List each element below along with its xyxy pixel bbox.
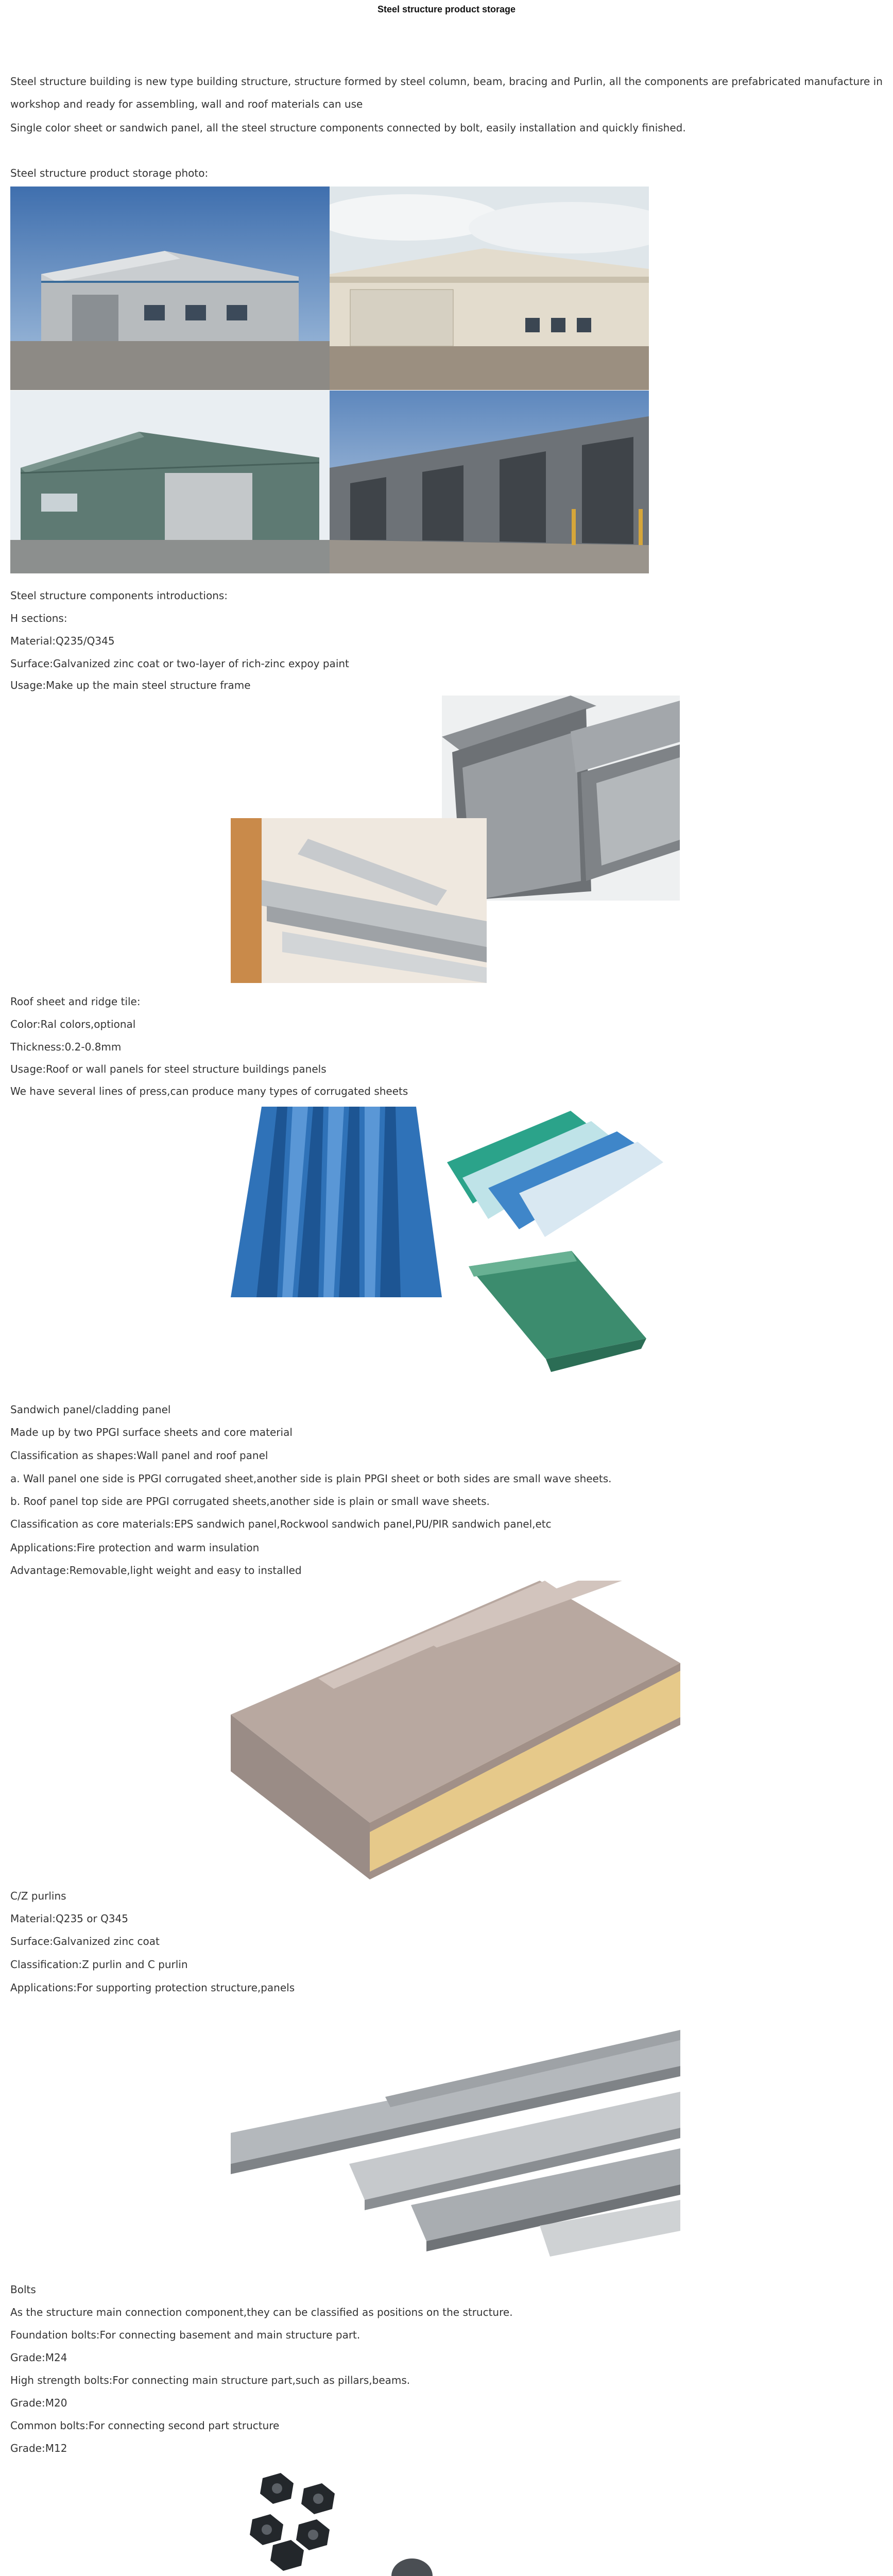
corrugated-sheet-blue — [231, 1101, 442, 1302]
intro-line-2: workshop and ready for assembling, wall and roof materials can use — [10, 98, 363, 110]
sandwich-class-shapes: Classification as shapes:Wall panel and roof panel — [10, 1449, 268, 1462]
components-heading: Steel structure components introductions: — [10, 589, 228, 602]
h-beam-photo-2 — [231, 818, 487, 983]
bolts-grade-1: Grade:M24 — [10, 2351, 67, 2364]
storage-photo-2 — [330, 187, 649, 390]
sandwich-applications: Applications:Fire protection and warm insulation — [10, 1541, 260, 1554]
storage-photo-4 — [330, 391, 649, 573]
storage-photo-3 — [10, 391, 330, 573]
sandwich-panel-photo — [231, 1581, 680, 1879]
purlins-photo — [231, 2009, 680, 2277]
ridge-tile-photo — [469, 1241, 646, 1375]
purlins-applications: Applications:For supporting protection structure,panels — [10, 1981, 295, 1994]
purlins-heading: C/Z purlins — [10, 1890, 66, 1902]
sandwich-advantage: Advantage:Removable,light weight and easy to installed — [10, 1564, 302, 1577]
roof-sheet-color: Color:Ral colors,optional — [10, 1018, 136, 1030]
bolts-heading: Bolts — [10, 2283, 36, 2296]
bolts-desc: As the structure main connection component,they can be classified as positions on the structure. — [10, 2306, 513, 2318]
bolts-foundation: Foundation bolts:For connecting basement and main structure part. — [10, 2329, 360, 2341]
h-sections-surface: Surface:Galvanized zinc coat or two-layer of rich-zinc expoy paint — [10, 657, 349, 670]
h-sections-material: Material:Q235/Q345 — [10, 635, 115, 647]
sandwich-roof-panel: b. Roof panel top side are PPGI corrugated sheets,another side is plain or small wave sheets. — [10, 1495, 490, 1507]
hex-nuts-photo — [242, 2468, 360, 2571]
sandwich-heading: Sandwich panel/cladding panel — [10, 1403, 171, 1416]
high-strength-bolts-photo — [381, 2545, 507, 2576]
intro-line-1: Steel structure building is new type building structure, structure formed by steel column, beam, bracing and Purlin, all the components are prefabricated manufacture in — [10, 75, 883, 88]
purlins-classification: Classification:Z purlin and C purlin — [10, 1958, 188, 1971]
roof-sheet-thickness: Thickness:0.2-0.8mm — [10, 1041, 122, 1053]
purlins-material: Material:Q235 or Q345 — [10, 1912, 128, 1925]
photos-heading: Steel structure product storage photo: — [10, 167, 209, 179]
roof-sheet-heading: Roof sheet and ridge tile: — [10, 995, 141, 1008]
page-title: Steel structure product storage — [377, 4, 516, 14]
bolts-common: Common bolts:For connecting second part structure — [10, 2419, 280, 2432]
roof-sheet-note: We have several lines of press,can produce many types of corrugated sheets — [10, 1085, 408, 1097]
intro-line-3: Single color sheet or sandwich panel, all the steel structure components connected by bolt, easily installation and quickly finished. — [10, 122, 686, 134]
h-sections-usage: Usage:Make up the main steel structure frame — [10, 679, 251, 691]
roof-sheet-usage: Usage:Roof or wall panels for steel structure buildings panels — [10, 1063, 327, 1075]
purlins-surface: Surface:Galvanized zinc coat — [10, 1935, 160, 1947]
sandwich-wall-panel: a. Wall panel one side is PPGI corrugated sheet,another side is plain PPGI sheet or both sides are small wave sheets. — [10, 1472, 612, 1485]
bolts-grade-3: Grade:M12 — [10, 2442, 67, 2454]
storage-photo-1 — [10, 187, 330, 390]
sandwich-class-core: Classification as core materials:EPS sandwich panel,Rockwool sandwich panel,PU/PIR sandwich panel,etc — [10, 1518, 552, 1530]
bolts-grade-2: Grade:M20 — [10, 2397, 67, 2409]
bolts-high-strength: High strength bolts:For connecting main structure part,such as pillars,beams. — [10, 2374, 410, 2386]
h-sections-heading: H sections: — [10, 612, 67, 624]
corrugated-sheet-translucent — [442, 1100, 668, 1239]
sandwich-made-up: Made up by two PPGI surface sheets and core material — [10, 1426, 293, 1438]
